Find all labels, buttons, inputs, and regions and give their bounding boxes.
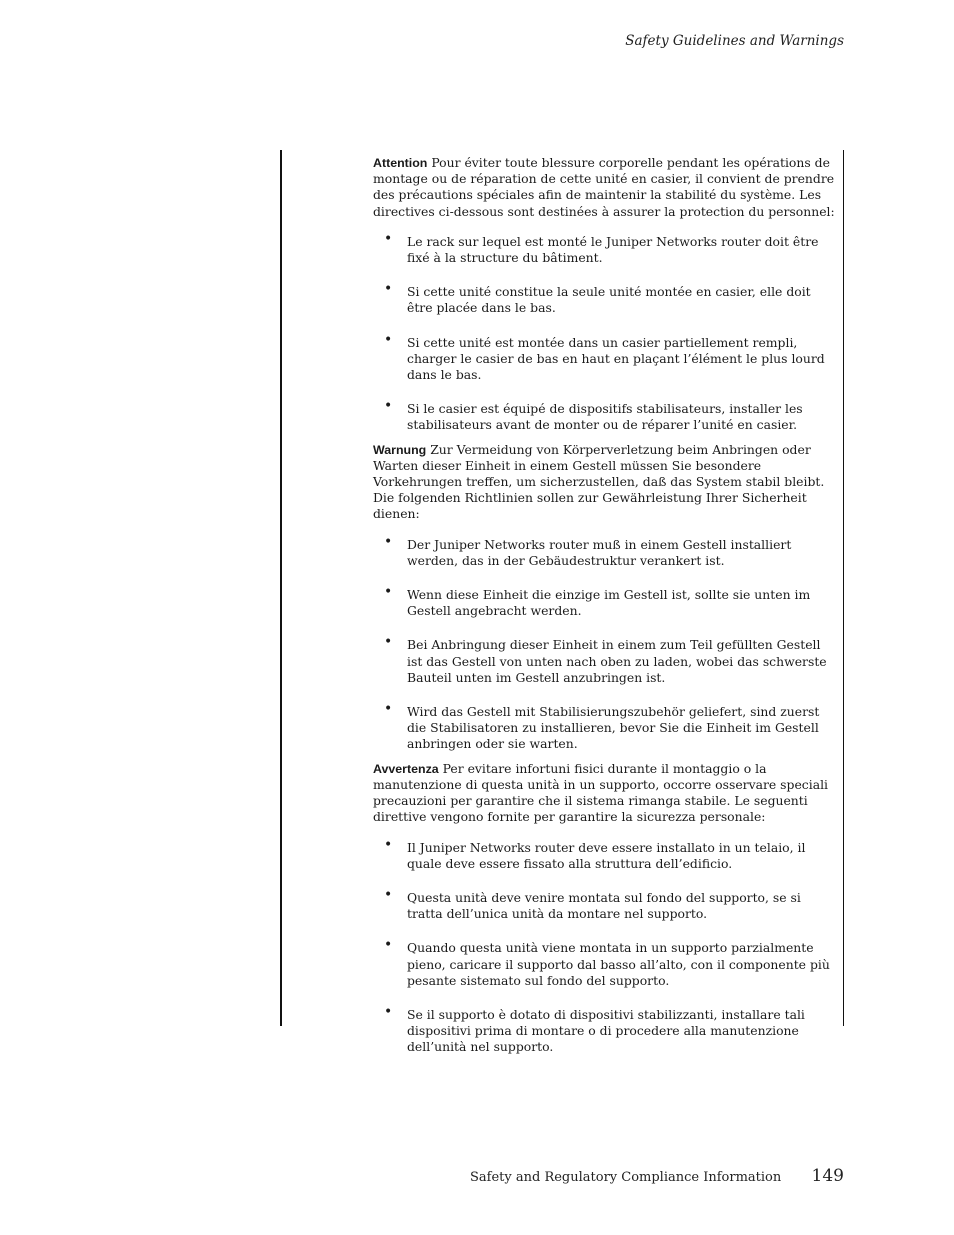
list-item: • Si cette unité est montée dans un casier partiellement rempli, charger le casier de bas en haut en plaçant l’élément le plus lourd dans le bas. xyxy=(384,331,825,383)
list-item: • Si le casier est équipé de dispositifs stabilisateurs, installer les stabilisateurs avant de monter ou de réparer l’unité en casier. xyxy=(384,398,803,433)
warning-paragraph-german xyxy=(373,442,839,523)
list-item: • Il Juniper Networks router deve essere installato in un telaio, il quale deve essere fissato alla struttura dell’edificio. xyxy=(384,836,806,871)
right-margin-rule xyxy=(843,150,844,1026)
list-item: • Bei Anbringung dieser Einheit in einem zum Teil gefüllten Gestell ist das Gestell von unten nach oben zu laden, wobei das schwerste Bauteil unten im Gestell anzubringen ist. xyxy=(384,634,827,685)
list-item: • Se il supporto è dotato di dispositivi stabilizzanti, installare tali dispositivi prima di montare o di procedere alla manutenzione dell’unità nel supporto. xyxy=(384,1003,805,1055)
warning-intro: Zur Vermeidung von Körperverletzung beim Anbringen oder Warten dieser Einheit in einem Gestell müssen Sie besondere Vorkehrungen treffen, um sicherzustellen, daß das System stabil bleibt. Die folgenden Richtlinien sollen zur Gewährleistung Ihrer Sicherheit dienen: xyxy=(373,441,825,522)
warning-label: Avvertenza xyxy=(373,761,439,776)
left-margin-rule xyxy=(280,150,282,1026)
list-item: • Questa unità deve venire montata sul fondo del supporto, se si tratta dell’unica unità da montare nel supporto. xyxy=(384,886,801,922)
bullet-icon: • xyxy=(384,886,393,903)
bullet-icon: • xyxy=(384,1003,393,1020)
warning-intro: Per evitare infortuni fisici durante il montaggio o la manutenzione di questa unità in un supporto, occorre osservare speciali precauzioni per garantire che il sistema rimanga stabile. Le seguenti direttive vengono fornite per garantire la sicurezza personale: xyxy=(373,760,829,825)
bullet-list-german xyxy=(373,533,839,753)
bullet-icon: • xyxy=(384,533,393,550)
list-item: • Der Juniper Networks router muß in einem Gestell installiert werden, das in der Gebäudestruktur verankert ist. xyxy=(384,533,792,568)
bullet-icon: • xyxy=(384,398,393,415)
list-item: • Wird das Gestell mit Stabilisierungszubehör geliefert, sind zuerst die Stabilisatoren zu installieren, bevor Sie die Einheit im Gestell anbringen oder sie warten. xyxy=(384,701,820,752)
bullet-icon: • xyxy=(384,937,393,954)
warnings-content xyxy=(373,155,839,1056)
list-item: • Le rack sur lequel est monté le Juniper Networks router doit être fixé à la structure du bâtiment. xyxy=(384,230,819,266)
bullet-icon: • xyxy=(384,836,393,853)
warning-label: Attention xyxy=(373,156,428,170)
list-item: • Si cette unité constitue la seule unité montée en casier, elle doit être placée dans le bas. xyxy=(384,281,811,316)
list-item: • Quando questa unità viene montata in un supporto parzialmente pieno, caricare il supporto dal basso all’alto, con il componente più pesante sistemato sul fondo del supporto. xyxy=(384,937,830,988)
bullet-icon: • xyxy=(384,584,393,601)
warning-intro: Pour éviter toute blessure corporelle pendant les opérations de montage ou de réparation de cette unité en casier, il convient de prendre des précautions spéciales afin de maintenir la stabilité du système. Les directives ci-dessous sont destinées à assurer la protection du personnel: xyxy=(373,155,835,219)
bullet-icon: • xyxy=(384,281,393,298)
warning-paragraph-italian xyxy=(373,761,839,826)
warning-paragraph-french xyxy=(373,155,839,220)
list-item: • Wenn diese Einheit die einzige im Gestell ist, sollte sie unten im Gestell angebracht werden. xyxy=(384,584,811,619)
bullet-list-french xyxy=(373,230,839,434)
footer-title: Safety and Regulatory Compliance Information xyxy=(470,1170,782,1185)
bullet-icon: • xyxy=(384,230,393,247)
bullet-list-italian xyxy=(373,836,839,1056)
bullet-icon: • xyxy=(384,331,393,348)
bullet-icon: • xyxy=(384,701,393,718)
warning-label: Warnung xyxy=(373,442,427,457)
bullet-icon: • xyxy=(384,634,393,651)
page-number: 149 xyxy=(811,1166,844,1186)
running-header: Safety Guidelines and Warnings xyxy=(625,33,844,49)
